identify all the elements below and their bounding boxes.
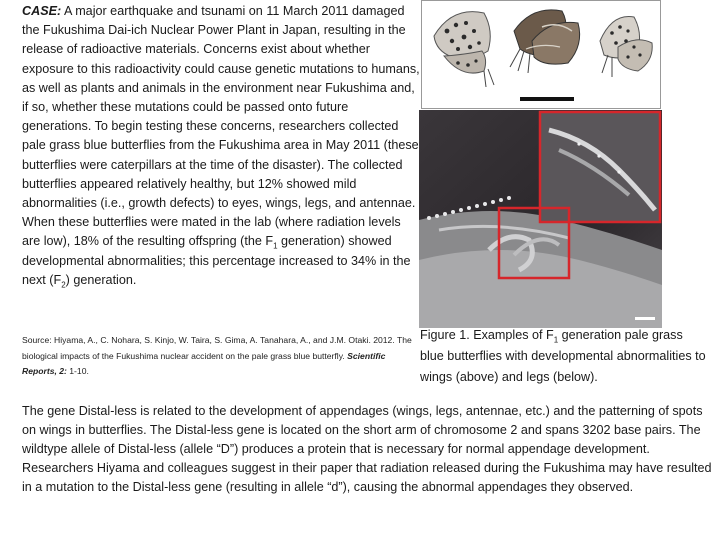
f1-subscript: 1 xyxy=(273,241,278,251)
butterfly-legs-illustration xyxy=(419,110,662,328)
case-paragraph xyxy=(22,2,420,290)
butterfly-wings-illustration xyxy=(422,1,660,108)
figure-caption xyxy=(420,325,710,388)
caption-part-a: Figure 1. Examples of F xyxy=(420,328,554,342)
inset-highlight-large xyxy=(540,112,660,222)
source-text: Source: Hiyama, A., C. Nohara, S. Kinjo, W. Taira, S. Gima, A. Tanahara, A., and J.M. Otaki. 2012. The biological impacts of the Fukushima nuclear accident on the pale grass blue butterfly. xyxy=(22,335,412,361)
caption-part-b: generation pale grass blue butterflies with developmental abnormalities to wings (above) and legs (below). xyxy=(420,328,706,384)
figure-legs-photo xyxy=(419,110,662,328)
case-label: CASE: xyxy=(22,4,62,18)
source-citation xyxy=(22,333,414,380)
scale-bar-white xyxy=(635,317,655,320)
f2-subscript: 2 xyxy=(61,280,66,290)
distal-less-paragraph: The gene Distal-less is related to the development of appendages (wings, legs, antennae, etc.) and the patterning of spots on wings in butterflies. The Distal-less gene is located on the short arm of chromosome 2 and spans 3202 base pairs. The wildtype allele of Distal-less (allele “D”) produces a protein that is necessary for normal appendage development. Researchers Hiyama and colleagues suggest in their paper that radiation released during the Fukushima may have resulted in a mutation to the Distal-less gene (resulting in allele “d”), causing the abnormal appendages they observed. xyxy=(22,404,712,494)
case-text-part3: ) generation. xyxy=(65,272,137,287)
figure-wings-photo xyxy=(421,0,661,109)
caption-subscript: 1 xyxy=(553,335,559,345)
case-text-part2: generation) showed developmental abnormalities; this percentage increased to 34% in the next (F xyxy=(22,234,411,287)
source-pages: 1-10. xyxy=(66,366,89,376)
source-journal: Scientific Reports, 2: xyxy=(22,350,386,376)
scale-bar xyxy=(520,97,574,101)
case-text-part1: A major earthquake and tsunami on 11 March 2011 damaged the Fukushima Dai-ich Nuclear Power Plant in Japan, resulting in the release of radioactive materials. Concerns exist about whether exposure to this radioactivity could cause genetic mutations to humans, as well as plants and animals in the environment near Fukushima and, if so, whether these mutations could be passed onto future generations. To begin testing these concerns, researchers collected pale grass blue butterflies from the Fukushima area in May 2011 (these butterflies were caterpillars at the time of the disaster). The collected butterflies appeared relatively healthy, but 12% showed mild abnormalities (i.e., growth defects) to eyes, wings, legs, and antennae. When these butterflies were mated in the lab (where radiation levels are low), 18% of the resulting offspring (the F xyxy=(22,4,420,249)
